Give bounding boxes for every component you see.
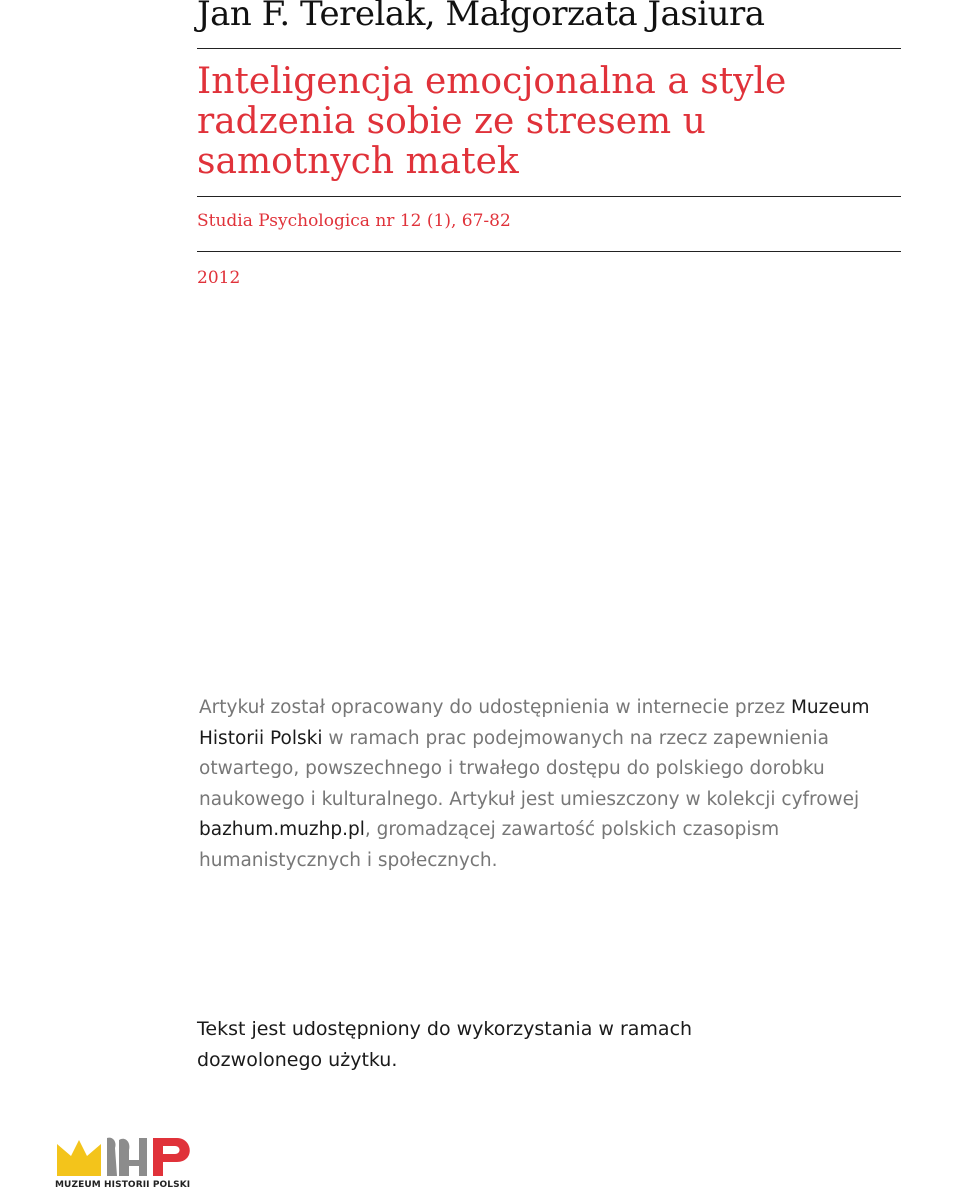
divider-title [197,196,901,197]
divider-top [197,48,901,49]
authors: Jan F. Terelak, Małgorzata Jasiura [197,0,765,34]
citation: Studia Psychologica nr 12 (1), 67-82 [197,211,511,231]
museum-logo [55,1134,205,1194]
notice-text-3: , gromadzącej zawartość polskich czasopism humanistycznych i społecznych. [199,819,780,871]
article-title: Inteligencja emocjonalna a style radzenia sobie ze stresem u samotnych matek [197,61,787,182]
usage-notice: Tekst jest udostępniony do wykorzystania w ramach dozwolonego użytku. [197,1018,693,1071]
museum-name: Muzeum Historii Polski [199,697,870,749]
divider-citation [197,251,901,252]
logo-caption: MUZEUM HISTORII POLSKI [55,1180,191,1190]
bazhum-link[interactable]: bazhum.muzhp.pl [199,819,365,840]
muzeum-historii-polski-logo-icon [55,1134,200,1180]
notice-text-2: w ramach prac podejmowanych na rzecz zapewnienia otwartego, powszechnego i trwałego dostępu do polskiego dorobku naukowego i kulturalnego. Artykuł jest umieszczony w kolekcji cyfrowej [199,727,860,810]
access-notice [199,693,899,876]
notice-text-1: Artykuł został opracowany do udostępnienia w internecie przez [199,697,791,718]
year: 2012 [197,268,241,288]
